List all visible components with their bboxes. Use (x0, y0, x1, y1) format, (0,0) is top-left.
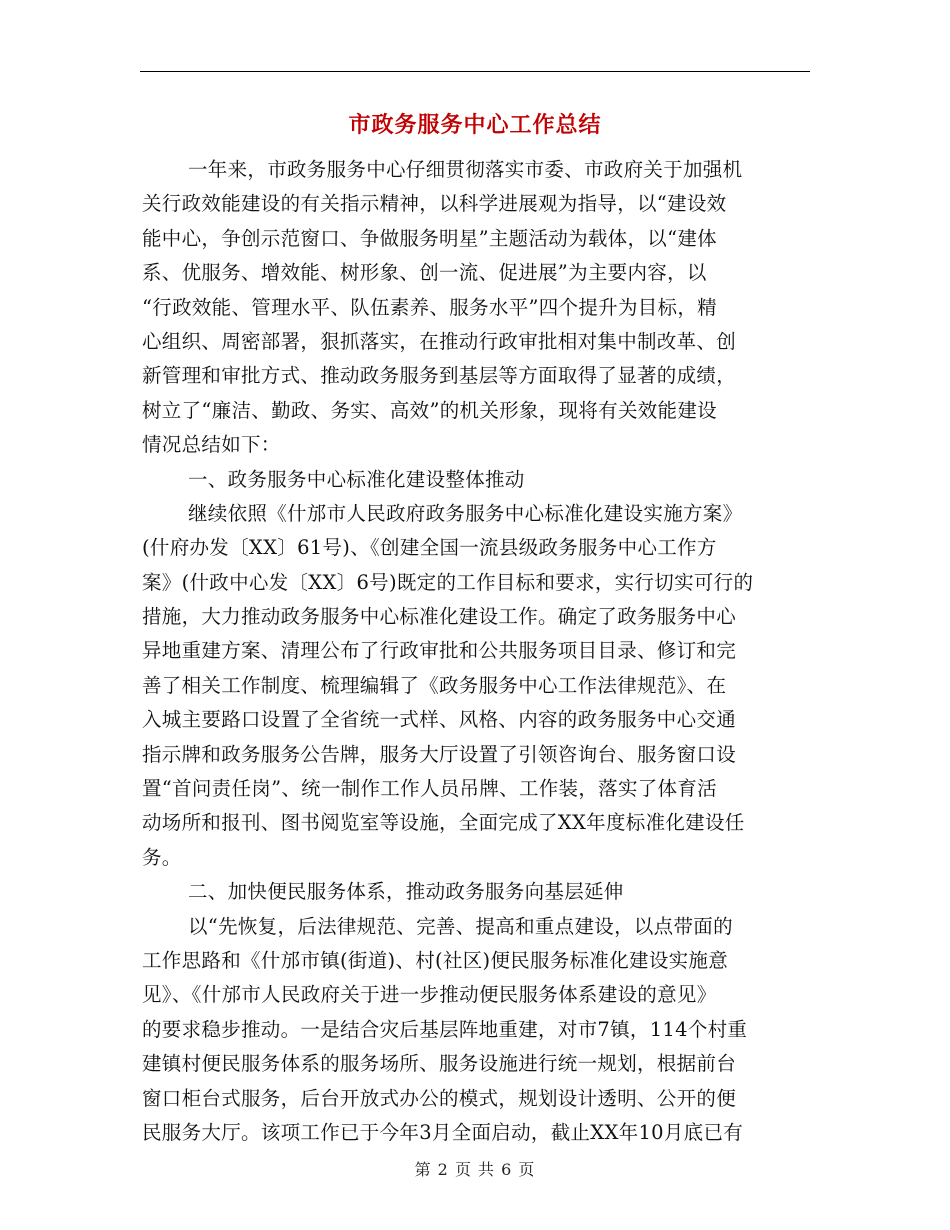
text-line: 二、加快便民服务体系，推动政务服务向基层延伸 (188, 880, 624, 904)
text-line: “行政效能、管理水平、队伍素养、服务水平”四个提升为目标，精 (142, 295, 717, 319)
text-line: 入城主要路口设置了全省统一式样、风格、内容的政务服务中心交通 (142, 708, 737, 732)
text-line: (什府办发〔XX〕61号)、《创建全国一流县级政务服务中心工作方 (142, 536, 717, 560)
text-line: 能中心，争创示范窗口、争做服务明星”主题活动为载体，以“建体 (142, 226, 717, 250)
document-title: 市政务服务中心工作总结 (348, 112, 602, 138)
text-line: 工作思路和《什邡市镇(街道)、村(社区)便民服务标准化建设实施意 (142, 948, 729, 972)
document-body (142, 153, 812, 1150)
text-line: 树立了“廉洁、勤政、务实、高效”的机关形象，现将有关效能建设 (142, 398, 717, 422)
text-line: 继续依照《什邡市人民政府政务服务中心标准化建设实施方案》 (188, 501, 743, 525)
text-line: 关行政效能建设的有关指示精神，以科学进展观为指导，以“建设效 (142, 192, 727, 216)
text-line: 案》(什政中心发〔XX〕6号)既定的工作目标和要求，实行切实可行的 (142, 570, 754, 594)
text-line: 心组织、周密部署，狠抓落实，在推动行政审批相对集中制改革、创 (142, 329, 737, 353)
text-line: 一年来，市政务服务中心仔细贯彻落实市委、市政府关于加强机 (188, 158, 743, 181)
text-line: 窗口柜台式服务，后台开放式办公的模式，规划设计透明、公开的便 (142, 1086, 737, 1110)
text-line: 一、政务服务中心标准化建设整体推动 (188, 467, 525, 491)
text-line: 异地重建方案、清理公布了行政审批和公共服务项目目录、修订和完 (142, 639, 737, 663)
header-rule (140, 71, 810, 72)
text-line: 以“先恢复，后法律规范、完善、提高和重点建设，以点带面的 (188, 914, 733, 938)
text-line: 动场所和报刊、图书阅览室等设施，全面完成了XX年度标准化建设任 (142, 811, 745, 835)
text-line: 系、优服务、增效能、树形象、创一流、促进展”为主要内容，以 (142, 261, 707, 285)
text-line: 指示牌和政务服务公告牌，服务大厅设置了引领咨询台、服务窗口设 (142, 742, 737, 766)
text-line: 措施，大力推动政务服务中心标准化建设工作。确定了政务服务中心 (142, 605, 737, 629)
text-line: 见》、《什邡市人民政府关于进一步推动便民服务体系建设的意见》 (142, 983, 717, 1007)
text-line: 新管理和审批方式、推动政务服务到基层等方面取得了显著的成绩， (142, 364, 737, 388)
page-number: 第 2 页 共 6 页 (414, 1160, 536, 1179)
text-line: 建镇村便民服务体系的服务场所、服务设施进行统一规划，根据前台 (142, 1052, 737, 1076)
text-line: 置“首问责任岗”、统一制作工作人员吊牌、工作装，落实了体育活 (142, 777, 717, 801)
text-line: 民服务大厅。该项工作已于今年3月全面启动，截止XX年10月底已有 (142, 1120, 744, 1144)
text-line: 善了相关工作制度、梳理编辑了《政务服务中心工作法律规范》、在 (142, 673, 727, 697)
text-line: 务。 (142, 845, 182, 869)
text-line: 情况总结如下： (142, 433, 281, 457)
text-line: 的要求稳步推动。一是结合灾后基层阵地重建，对市7镇，114个村重 (142, 1017, 748, 1041)
